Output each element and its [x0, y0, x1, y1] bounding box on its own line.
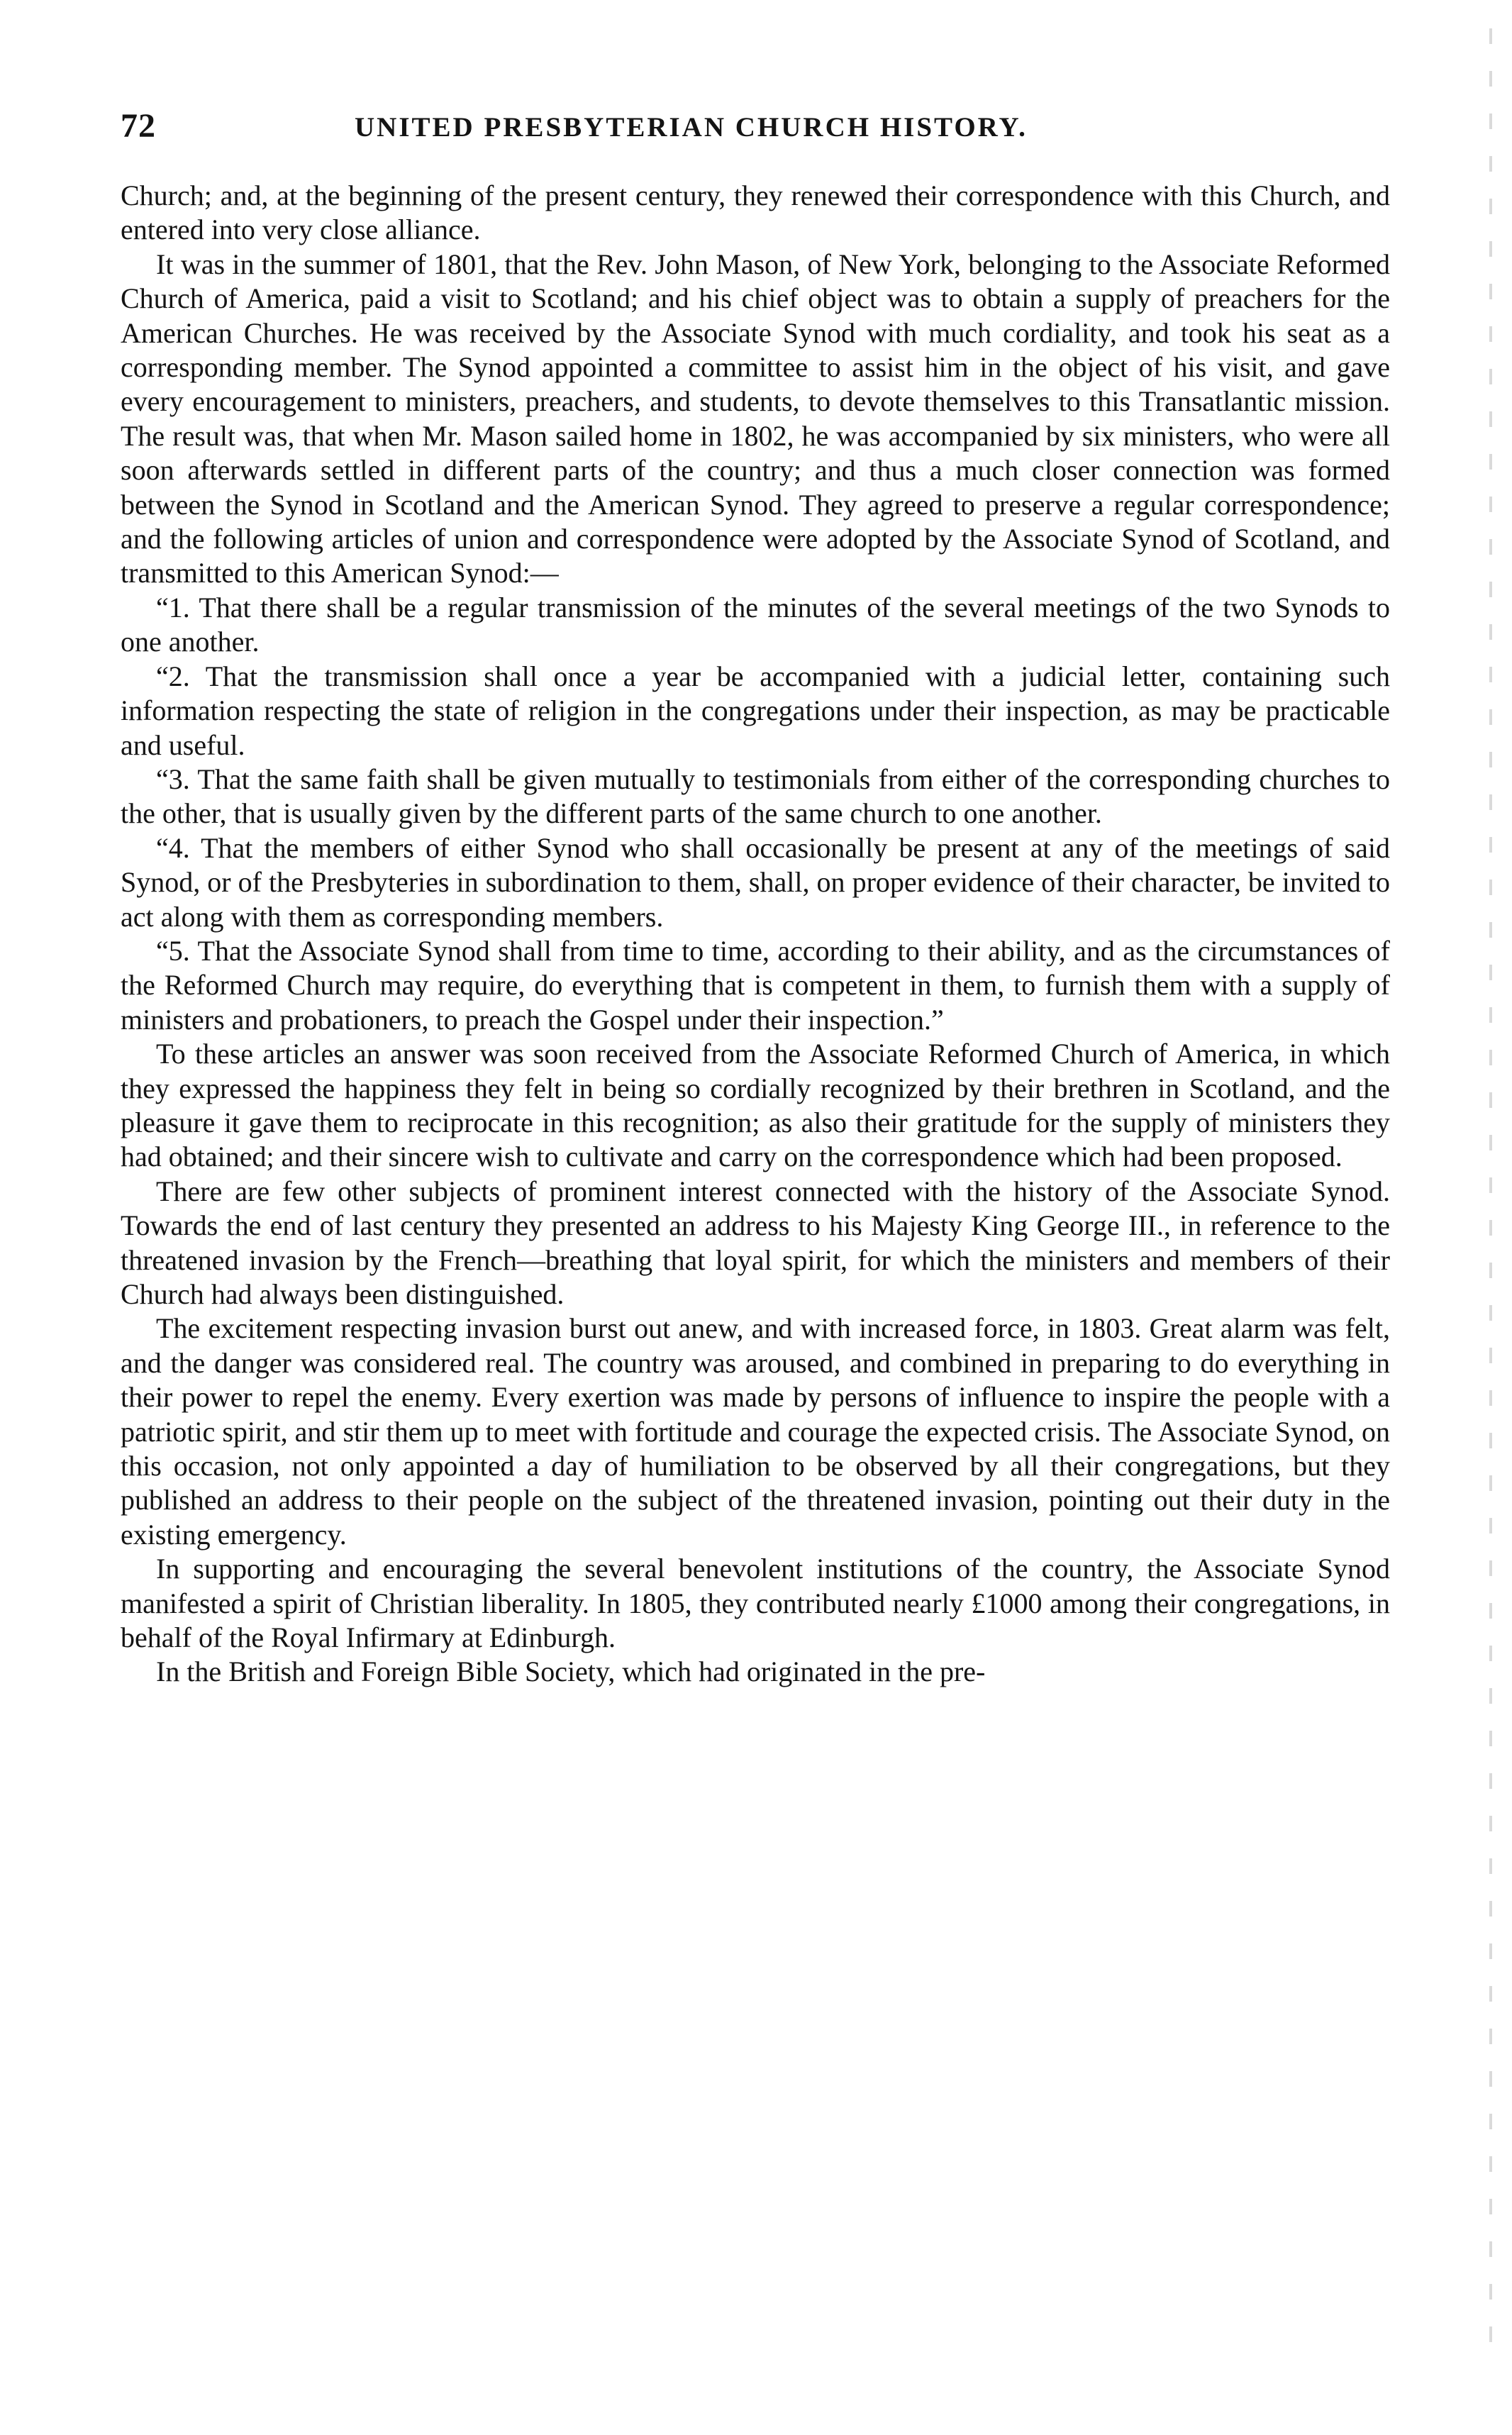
paragraph-continuation: Church; and, at the beginning of the present century, they renewed their correspondence with this Church, and entered into very close alliance.	[121, 179, 1390, 246]
paragraph-address-king: There are few other subjects of prominent interest connected with the history of the Associate Synod. Towards the end of last century they presented an address to his Majesty King George III., in reference to the threatened invasion by the French—breathing that loyal spirit, for which the ministers and members of their Church had always been distinguished.	[121, 1175, 1390, 1310]
page-header	[121, 106, 1390, 156]
article-1: “1. That there shall be a regular transmission of the minutes of the several meetings of the two Synods to one another.	[121, 591, 1390, 658]
article-5: “5. That the Associate Synod shall from time to time, according to their ability, and as the circumstances of the Reformed Church may require, do everything that is competent in them, to furnish them with a supply of ministers and probationers, to preach the Gospel under their inspection.”	[121, 934, 1390, 1036]
article-4: “4. That the members of either Synod who shall occasionally be present at any of the meetings of said Synod, or of the Presbyteries in subordination to them, shall, on proper evidence of their character, be invited to act along with them as corresponding members.	[121, 831, 1390, 933]
paragraph-bible-society: In the British and Foreign Bible Society, which had originated in the pre-	[156, 1655, 986, 1688]
paragraph-invasion: The excitement respecting invasion burst out anew, and with increased force, in 1803. Great alarm was felt, and the danger was considered real. The country was aroused, and combined in preparing to do everything in their power to repel the enemy. Every exertion was made by persons of influence to inspire the people with a patriotic spirit, and stir them up to meet with fortitude and courage the expected crisis. The Associate Synod, on this occasion, not only appointed a day of humiliation to be observed by all their congregations, but they published an address to their people on the subject of the threatened invasion, pointing out their duty in the existing emergency.	[121, 1312, 1390, 1551]
page-number: 72	[121, 107, 156, 145]
running-title: UNITED PRESBYTERIAN CHURCH HISTORY.	[355, 112, 1028, 143]
paragraph-benevolent: In supporting and encouraging the several benevolent institutions of the country, the Associate Synod manifested a spirit of Christian liberality. In 1805, they contributed nearly £1000 among their congregations, in behalf of the Royal Infirmary at Edinburgh.	[121, 1553, 1390, 1654]
article-3: “3. That the same faith shall be given mutually to testimonials from either of the corresponding churches to the other, that is usually given by the different parts of the same church to one another.	[121, 762, 1390, 830]
paragraph-answer: To these articles an answer was soon received from the Associate Reformed Church of America, in which they expressed the happiness they felt in being so cordially recognized by their brethren in Scotland, and the pleasure it gave them to reciprocate in this recognition; as also their gratitude for the supply of ministers they had obtained; and their sincere wish to cultivate and carry on the correspondence which had been proposed.	[121, 1038, 1390, 1173]
paragraph-mason-visit: It was in the summer of 1801, that the Rev. John Mason, of New York, belonging to the Associate Reformed Church of America, paid a visit to Scotland; and his chief object was to obtain a supply of preachers for the American Churches. He was received by the Associate Synod with much cordiality, and took his seat as a corresponding member. The Synod appointed a committee to assist him in the object of his visit, and gave every encouragement to ministers, preachers, and students, to devote themselves to this Transatlantic mission. The result was, that when Mr. Mason sailed home in 1802, he was accompanied by six ministers, who were all soon afterwards settled in different parts of the country; and thus a much closer connection was formed between the Synod in Scotland and the American Synod. They agreed to preserve a regular correspondence; and the following articles of union and correspondence were adopted by the Associate Synod of Scotland, and transmitted to this American Synod:—	[121, 248, 1390, 589]
article-2: “2. That the transmission shall once a year be accompanied with a judicial letter, containing such information respecting the state of religion in the congregations under their inspection, as may be practicable and useful.	[121, 660, 1390, 761]
body-text	[121, 179, 1390, 1690]
scan-edge-mark	[1489, 28, 1492, 2355]
